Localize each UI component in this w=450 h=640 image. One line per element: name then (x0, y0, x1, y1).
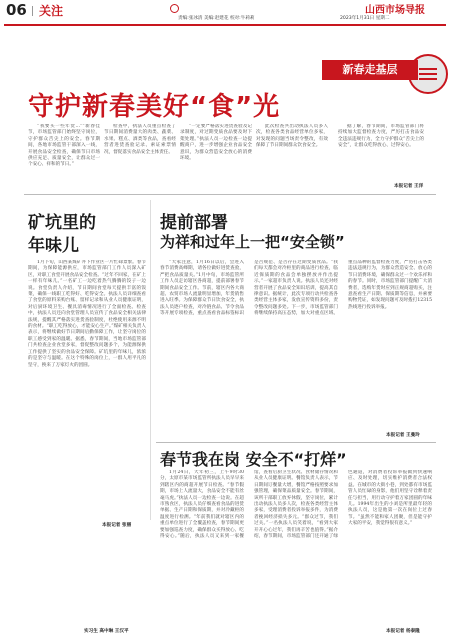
footer-credit: 实习生 高中琳 王汉平 (84, 629, 129, 634)
section-divider (32, 6, 33, 16)
intro-col-1: “我要买一些年货…”“新春佳节，市场监管部门始终坚守岗位，守护群众舌尖上的安全。春节期间，各地市场监管干部深入一线，开展食品安全检查，确保节日市场供应充足、质量安全，让群众过一个安心、祥和的节日。” (28, 124, 100, 168)
editor-line: 责编:张冰清 美编:赵建花 校对:牛莉莉 (178, 16, 255, 21)
story1-title-line2: 年味儿 (28, 236, 79, 256)
story2-credit: 本报记者 王曼玲 (386, 433, 420, 438)
story1-title-line1: 矿坑里的 (28, 213, 96, 233)
story3-credit: 本报记者 杨泰隆 (386, 629, 420, 634)
masthead: 山西市场导报 (365, 5, 425, 16)
story1-credit: 本报记者 张丽 (102, 523, 132, 528)
banner-label-box (322, 60, 418, 80)
story2-body: “大家注意，1月16日以后，会进入春节消费高峰期，请各位做好进货查验，严把食品质量关。”1月中旬，市场监管所工作人员走访辖区各商超，提前部署春节期间食品安全工作。节前，辖区内各大商超、农贸市场人流量明显增加，年货销售进入旺季。为保障群众节日饮食安全，执法人员逐户检查，对冷链食品、节令食品等开展专项检查，重点查看食品标签标识是否规范、是否存在过期变质食品。“我们每天都会对冷柜里的商品进行检查，临近保质期的食品会单独摆放并作出提示。”一家超市负责人说。执法人员还对经营者开展了食品安全知识培训，提高其自律意识。据统计，此次专项行动共检查各类经营主体多家，发放宣传资料多份，责令整改问题多处。下一步，市场监管部门将继续保持高压态势，加大对重点区域、重点品种的监督检查力度，严厉打击各类违法违规行为，为群众营造安全、放心的节日消费环境，确保群众过一个欢乐祥和的春节。同时，市场监管部门提醒广大消费者，选购年货时应到正规商超购买，注意查看生产日期、保质期等信息，并索要购物凭证，如发现问题可及时拨打12315热线进行投诉举报。 (160, 260, 432, 317)
banner-area (300, 52, 448, 92)
date-line: 2023年1月31日 星期二 (340, 16, 390, 21)
section-rule-1 (24, 194, 436, 195)
intro-col-5: 据了解，春节期间，市场监管部门将持续加大监督检查力度，严厉打击食品安全违法违规行为，全力守护群众“舌尖上的安全”，让群众吃得放心、过得安心。 (338, 124, 424, 149)
section-rule-2 (156, 442, 436, 443)
story2-title-line1: 提前部署 (160, 213, 228, 233)
main-title: 守护新春美好“食”光 (28, 92, 281, 122)
header-circle-ornament (170, 4, 179, 13)
intro-col-4: 此次检查共出动执法人员多人次，检查各类食品经营单位多家，对发现的问题当场责令整改，有效保障了节日期间群众饮食安全。 (256, 124, 328, 149)
intro-credit: 本报记者 王洋 (394, 184, 424, 189)
intro-col-2: 检查中，执法人员重点检查了节日期间消费量大的肉类、蔬菜、水果、糕点、酒类等食品，查看经营者进货查验记录、索证索票情况，督促落实食品安全主体责任。 (104, 124, 176, 155)
column-divider-1 (150, 200, 151, 520)
intro-col-3: “一定要严格落实进货查验及记录制度，对过期变质食品要及时下架处理。”执法人员一边检查一边提醒商户，进一步增强企业食品安全意识，为群众营造安全放心的消费环境。 (180, 124, 252, 162)
story1-body: 1月下旬，山西某煤矿井下作业区一片忙碌景象。春节期间，为保障能源供应，市场监管部门工作人员深入矿区，对职工食堂开展食品安全检查。“过年不回家，在矿上一样有年味儿。”一名矿工一边吃着热气腾腾的饺子一边说。食堂负责人介绍，节日期间食堂每天提供丰富的饭菜，确保一线职工吃得好、吃得安全。执法人员详细查看了食堂的原料采购台账、留样记录和从业人员健康证明，对后厨环境卫生、餐具消毒情况进行了全面检查。检查中，执法人员还向食堂管理人员宣传了食品安全相关法律法规，提醒其严格落实进货查验制度，杜绝使用来源不明的食材。“职工吃得放心，才能安心生产。”煤矿相关负责人表示，将继续做好节日期间后勤保障工作，让坚守岗位的职工感受到家的温暖。据悉，春节期间，当地市场监管部门共检查企业食堂多家，督促整改问题多个，为能源保供工作提供了坚实的食品安全保障。矿坑里的年味儿，浓浓的是坚守与温暖。在这个特殊的岗位上，一群人用平凡的坚守，换来了万家灯火的团圆。 (28, 260, 146, 368)
story2-title-line2: 为祥和过年上一把“安全锁” (160, 233, 345, 251)
story3-title: 春节我在岗 安全不“打烊” (160, 450, 347, 469)
header-rule (4, 24, 446, 26)
page-number: 06 (6, 1, 27, 19)
story3-body: 1月24日，大年初三，上午9时30分，太原市某市场监管所执法人员早早来到辖区内的商超开展节日检查。“春节假期，市场上人流量大，食品安全不能有丝毫马虎。”执法人员一边检查一边说。在超市熟食区，执法人员仔细查看食品的进货单据、生产日期和保质期，并对冷藏柜的温度进行检测。“年前我们就对辖区内的重点单位进行了全覆盖检查，春节期间更要加强巡查力度，确保群众买得放心、吃得安心。”随后，执法人员又来到一家餐馆，查看后厨卫生状况、食材储存情况和从业人员健康证明。餐馆负责人表示，节日期间订餐量大增，餐馆严格按照要求加强管理，确保菜品质量安全。春节期间，该所干部职工放弃休假，坚守岗位，累计出动执法人员多人次，检查各类经营主体多家，受理消费者投诉举报多件，为消费者挽回经济损失多元。“群众过节，我们过关。”一名执法人员笑着说，“看到大家开开心心过年，我们再辛苦也值得。”据介绍，春节期间，市场监管部门还开通了绿色通道，对消费者投诉举报做到快速响应、及时处理，切实维护消费者合法权益。在城市的大街小巷，到处都有市场监管人员忙碌的身影，他们用坚守诠释着责任与担当，用行动守护着万家团圆的年味儿。1994年出生的小刘是所里最年轻的执法人员，这是他第一次在岗位上过春节。“虽然不能和家人团聚，但是能守护大家的平安，我觉得很有意义。” (160, 470, 432, 540)
section-title: 关注 (39, 4, 64, 18)
banner-label: 新春走基层 (342, 63, 398, 76)
